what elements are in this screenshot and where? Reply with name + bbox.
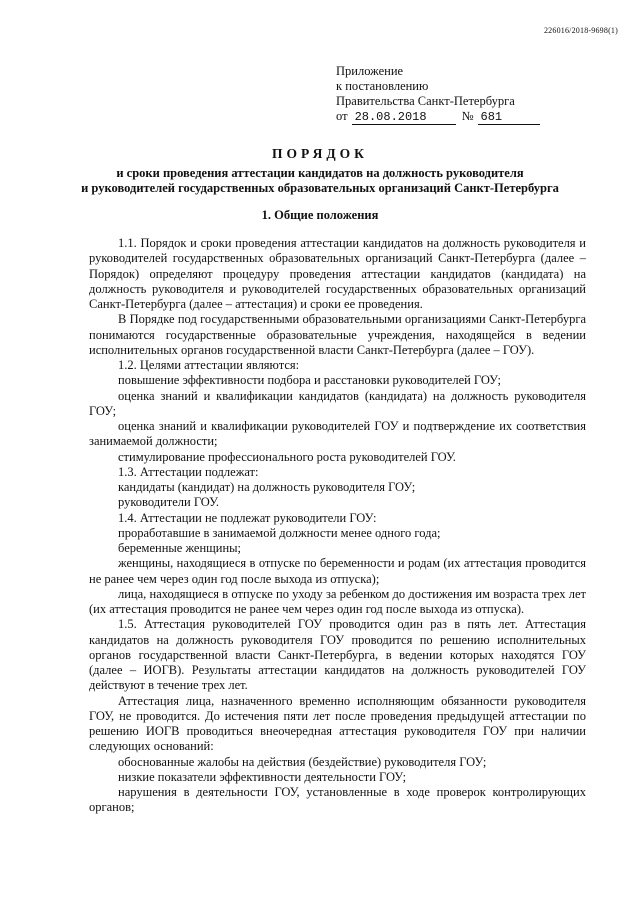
paragraph: 1.3. Аттестации подлежат: bbox=[118, 464, 259, 479]
paragraph: В Порядке под государственными образовательными организациями Санкт-Петербурга понимаются государственные образовательные учреждения, находящейся в ведении исполнительных органов государственной власти Санкт-Петербурга (далее – ГОУ). bbox=[89, 312, 586, 357]
paragraph: женщины, находящиеся в отпуске по беременности и родам (их аттестация проводится не ранее чем через один год после выхода из отпуска); bbox=[89, 556, 586, 586]
paragraph: Аттестация лица, назначенного временно исполняющим обязанности руководителя ГОУ, не проводится. До истечения пяти лет после проведения предыдущей аттестации по решению ИОГВ проводиться внеочередная аттестация руководителя ГОУ при наличии следующих оснований: bbox=[89, 693, 586, 754]
appendix-line-1: Приложение bbox=[336, 64, 404, 78]
paragraph: оценка знаний и квалификации руководителей ГОУ и подтверждение их соответствия занимаемой должности; bbox=[89, 419, 586, 449]
paragraph: беременные женщины; bbox=[118, 541, 242, 555]
paragraph: лица, находящиеся в отпуске по уходу за ребенком до достижения им возраста трех лет (их аттестация проводится не ранее чем через один год после выхода из отпуска). bbox=[89, 586, 586, 616]
paragraph: 1.4. Аттестации не подлежат руководители ГОУ: bbox=[118, 510, 377, 525]
paragraph: оценка знаний и квалификации кандидатов (кандидата) на должность руководителя ГОУ; bbox=[89, 388, 586, 418]
paragraph: обоснованные жалобы на действия (бездействие) руководителя ГОУ; bbox=[118, 754, 487, 769]
document-body bbox=[89, 236, 586, 816]
date-prefix: от bbox=[336, 109, 348, 123]
number-sign: № bbox=[461, 109, 474, 123]
paragraph: 1.5. Аттестация руководителей ГОУ проводится один раз в пять лет. Аттестация кандидатов на должность руководителя ГОУ проводится по решению исполнительных органов государственной власти Санкт-Петербурга, в ведении которых находятся ГОУ (далее – ИОГВ). Результаты аттестации кандидатов на должность руководителей ГОУ действуют в течение трех лет. bbox=[89, 617, 586, 693]
appendix-block bbox=[336, 64, 540, 125]
paragraph: низкие показатели эффективности деятельности ГОУ; bbox=[118, 769, 407, 784]
paragraph: стимулирование профессионального роста руководителей ГОУ. bbox=[118, 449, 456, 464]
resolution-date: 28.08.2018 bbox=[352, 111, 456, 125]
appendix-line-2: к постановлению bbox=[336, 79, 429, 93]
paragraph: 1.1. Порядок и сроки проведения аттестации кандидатов на должность руководителя и руководителей государственных образовательных организаций Санкт-Петербурга (далее – Порядок) определяют процедуру проведения аттестации кандидатов (кандидата) на должность руководителя и руководителей государственных образовательных организаций Санкт-Петербурга (далее – аттестация) и сроки ее проведения. bbox=[89, 236, 586, 311]
appendix-date-line bbox=[336, 109, 540, 125]
section-heading: 1. Общие положения bbox=[261, 208, 379, 222]
paragraph: 1.2. Целями аттестации являются: bbox=[118, 358, 300, 372]
subtitle-line-1: и сроки проведения аттестации кандидатов на должность руководителя bbox=[116, 166, 524, 180]
paragraph: нарушения в деятельности ГОУ, установленные в ходе проверок контролирующих органов; bbox=[89, 785, 586, 815]
paragraph: повышение эффективности подбора и расстановки руководителей ГОУ; bbox=[118, 373, 502, 388]
document-title: ПОРЯДОК bbox=[272, 146, 368, 161]
document-subtitle bbox=[60, 166, 580, 196]
resolution-number: 681 bbox=[478, 111, 540, 125]
document-number: 226016/2018-9698(1) bbox=[543, 26, 618, 35]
appendix-line-3: Правительства Санкт-Петербурга bbox=[336, 94, 515, 108]
paragraph: руководители ГОУ. bbox=[118, 495, 220, 510]
paragraph: проработавшие в занимаемой должности менее одного года; bbox=[118, 525, 441, 540]
subtitle-line-2: и руководителей государственных образовательных организаций Санкт-Петербурга bbox=[81, 181, 559, 195]
paragraph: кандидаты (кандидат) на должность руководителя ГОУ; bbox=[118, 480, 416, 494]
